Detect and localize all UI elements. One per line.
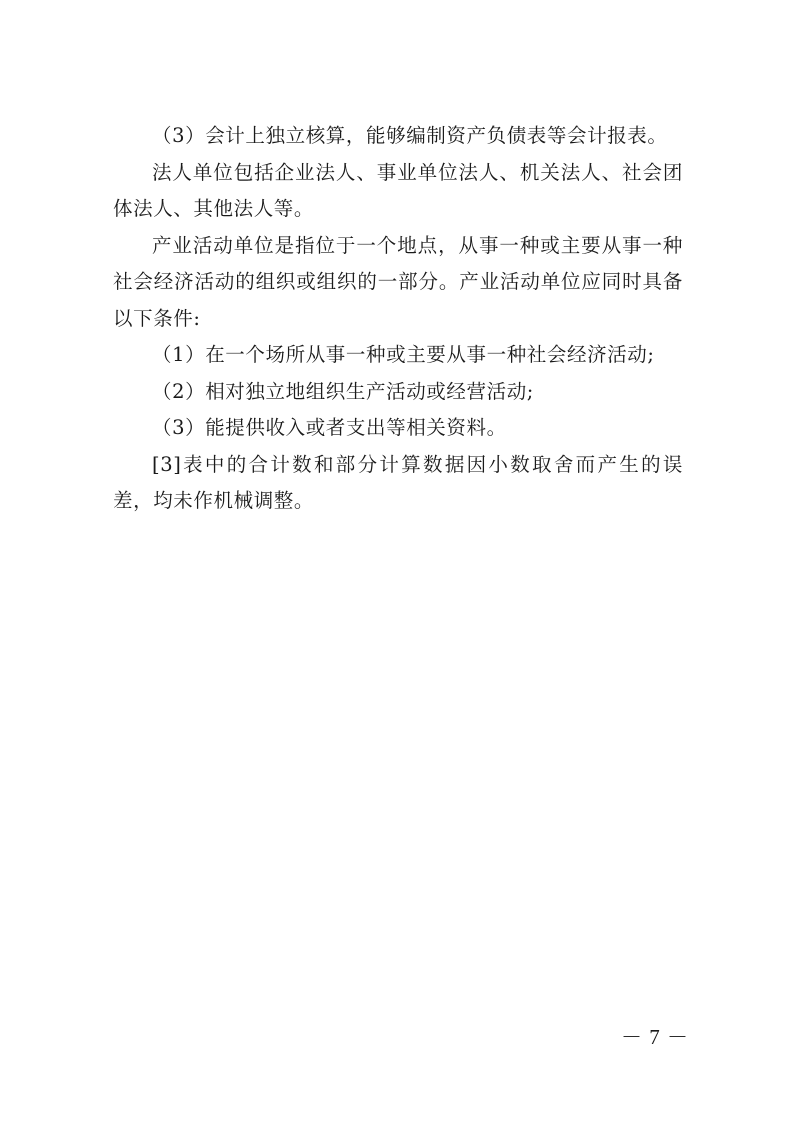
paragraph-condition-3: （3）能提供收入或者支出等相关资料。 — [152, 416, 507, 439]
paragraph-industrial-activity-unit: 产业活动单位是指位于一个地点，从事一种或主要从事一种社会经济活动的组织或组织的一部分。产业活动单位应同时具备以下条件: — [113, 233, 683, 330]
document-body — [113, 118, 683, 520]
paragraph-footnote-3: [3]表中的合计数和部分计算数据因小数取舍而产生的误差，均未作机械调整。 — [113, 452, 683, 512]
page-number: － 7 － — [621, 1025, 689, 1049]
paragraph-condition-1: （1）在一个场所从事一种或主要从事一种社会经济活动; — [152, 343, 655, 366]
paragraph-legal-entity-types: 法人单位包括企业法人、事业单位法人、机关法人、社会团体法人、其他法人等。 — [113, 160, 683, 220]
paragraph-accounting-condition: （3）会计上独立核算，能够编制资产负债表等会计报表。 — [152, 124, 668, 147]
paragraph-condition-2: （2）相对独立地组织生产活动或经营活动; — [152, 379, 534, 403]
